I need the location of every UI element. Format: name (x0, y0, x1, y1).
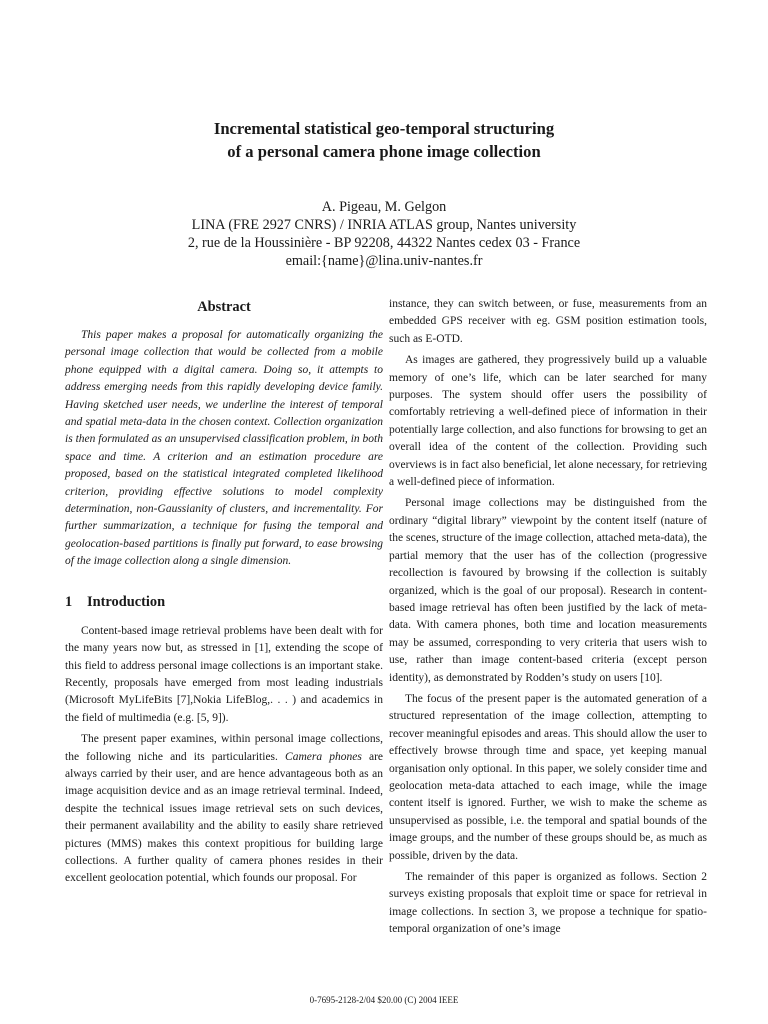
body-paragraph: As images are gathered, they progressively build up a valuable memory of one’s life, which can be later searched for many purposes. The system should offer users the possibility of comfortably retrieving a well-defined piece of information in their potentially large collection, and also functions for browsing to get an overall idea of the content of the collection. Providing such overviews is in fact also beneficial, let alone necessary, for retrieving a well-defined piece of information. (389, 354, 707, 489)
affiliation: LINA (FRE 2927 CNRS) / INRIA ATLAS group, Nantes university (191, 217, 577, 233)
body-paragraph-continued: instance, they can switch between, or fuse, measurements from an embedded GPS receiver with eg. GSM position estimation tools, such as E-OTD. (389, 298, 707, 345)
intro-paragraph-2: The present paper examines, within personal image collections, the following niche and its particularities. Camera phones are always carried by their user, and are hence advantageous both as an image acquisition device and as an image retrieval terminal. Indeed, despite the technical issues image retrieval sets on such devices, their permanent availability and the ability to easily share retrieved pictures (MMS) makes this context propitious for building large collections. A further quality of camera phones resides in their excellent geolocation potential, which founds our proposal. For (65, 733, 383, 885)
body-paragraph: The remainder of this paper is organized as follows. Section 2 surveys existing proposals that exploit time or space for retrieval in image collections. In section 3, we propose a technique for spatio-temporal organization of one’s image (389, 871, 707, 936)
body-paragraph: The focus of the present paper is the automated generation of a structured representation of the image collection, attempting to recover meaningful episodes and areas. This should allow the user to effectively browse through time and space, yet keeping manual organisation only optional. In this paper, we solely consider time and geolocation meta-data attached to each image, while the image content itself is ignored. Further, we wish to make the scheme as unsupervised as possible, i.e. the temporal and spatial bounds of the image groups, and the number of these groups should be, as much as possible, driven by the data. (389, 692, 707, 862)
address: 2, rue de la Houssinière - BP 92208, 44322 Nantes cedex 03 - France (187, 235, 581, 251)
authors: A. Pigeau, M. Gelgon (321, 199, 447, 215)
right-column (389, 296, 707, 939)
paper-title-line-1: Incremental statistical geo-temporal structuring (213, 119, 555, 138)
page-footer: 0-7695-2128-2/04 $20.00 (C) 2004 IEEE (309, 995, 459, 1005)
section-number: 1 (65, 593, 73, 610)
abstract-text: This paper makes a proposal for automatically organizing the personal image collection that would be collected from a mobile phone equipped with a digital camera. Doing so, it attempts to address emerging needs from this rapidly developing device family. Having sketched user needs, we underline the interest of temporal and spatial meta-data in the chosen context. Collection organization is then formulated as an unsupervised classification problem, in both space and time. A criterion and an estimation procedure are proposed, based on the statistical integrated completed likelihood criterion, providing effective solutions to model complexity determination, non-Gaussianity of clusters, and incrementality. For further summarization, a technique for fusing the temporal and geolocation-based partitions is finally put forward, to ease browsing of the image collection along a single dimension. (65, 329, 383, 568)
email: email:{name}@lina.univ-nantes.fr (285, 253, 483, 269)
emphasized-term: Camera phones (285, 750, 362, 763)
left-column (65, 296, 383, 888)
section-heading-introduction (65, 571, 383, 611)
section-title: Introduction (87, 593, 166, 610)
body-paragraph: Personal image collections may be distinguished from the ordinary “digital library” viewpoint by the content itself (nature of the scenes, structure of the image collection, attached meta-data), the partial memory that the user has of the collection (progressive recollection is favoured by browsing if the collection is suitably organized, which is the goal of our proposal). Research in content-based image retrieval has often been justified by the lack of meta-data. With camera phones, both time and location measurements may be assumed, corresponding to very criteria that users wish to use, rather than image content-based criteria (except person identity), as demonstrated by Rodden’s study on users [10]. (389, 497, 707, 684)
abstract-heading: Abstract (197, 299, 251, 315)
intro-paragraph-1: Content-based image retrieval problems have been dealt with for the many years now but, as stressed in [1], extending the scope of this field to address personal image collections is an important stake. Recently, proposals have emerged from most leading industrials (Microsoft MyLifeBits [7],Nokia LifeBlog,. . . ) and academics in the field of multimedia (e.g. [5, 9]). (65, 624, 383, 724)
paper-title-line-2: of a personal camera phone image collection (227, 142, 541, 161)
